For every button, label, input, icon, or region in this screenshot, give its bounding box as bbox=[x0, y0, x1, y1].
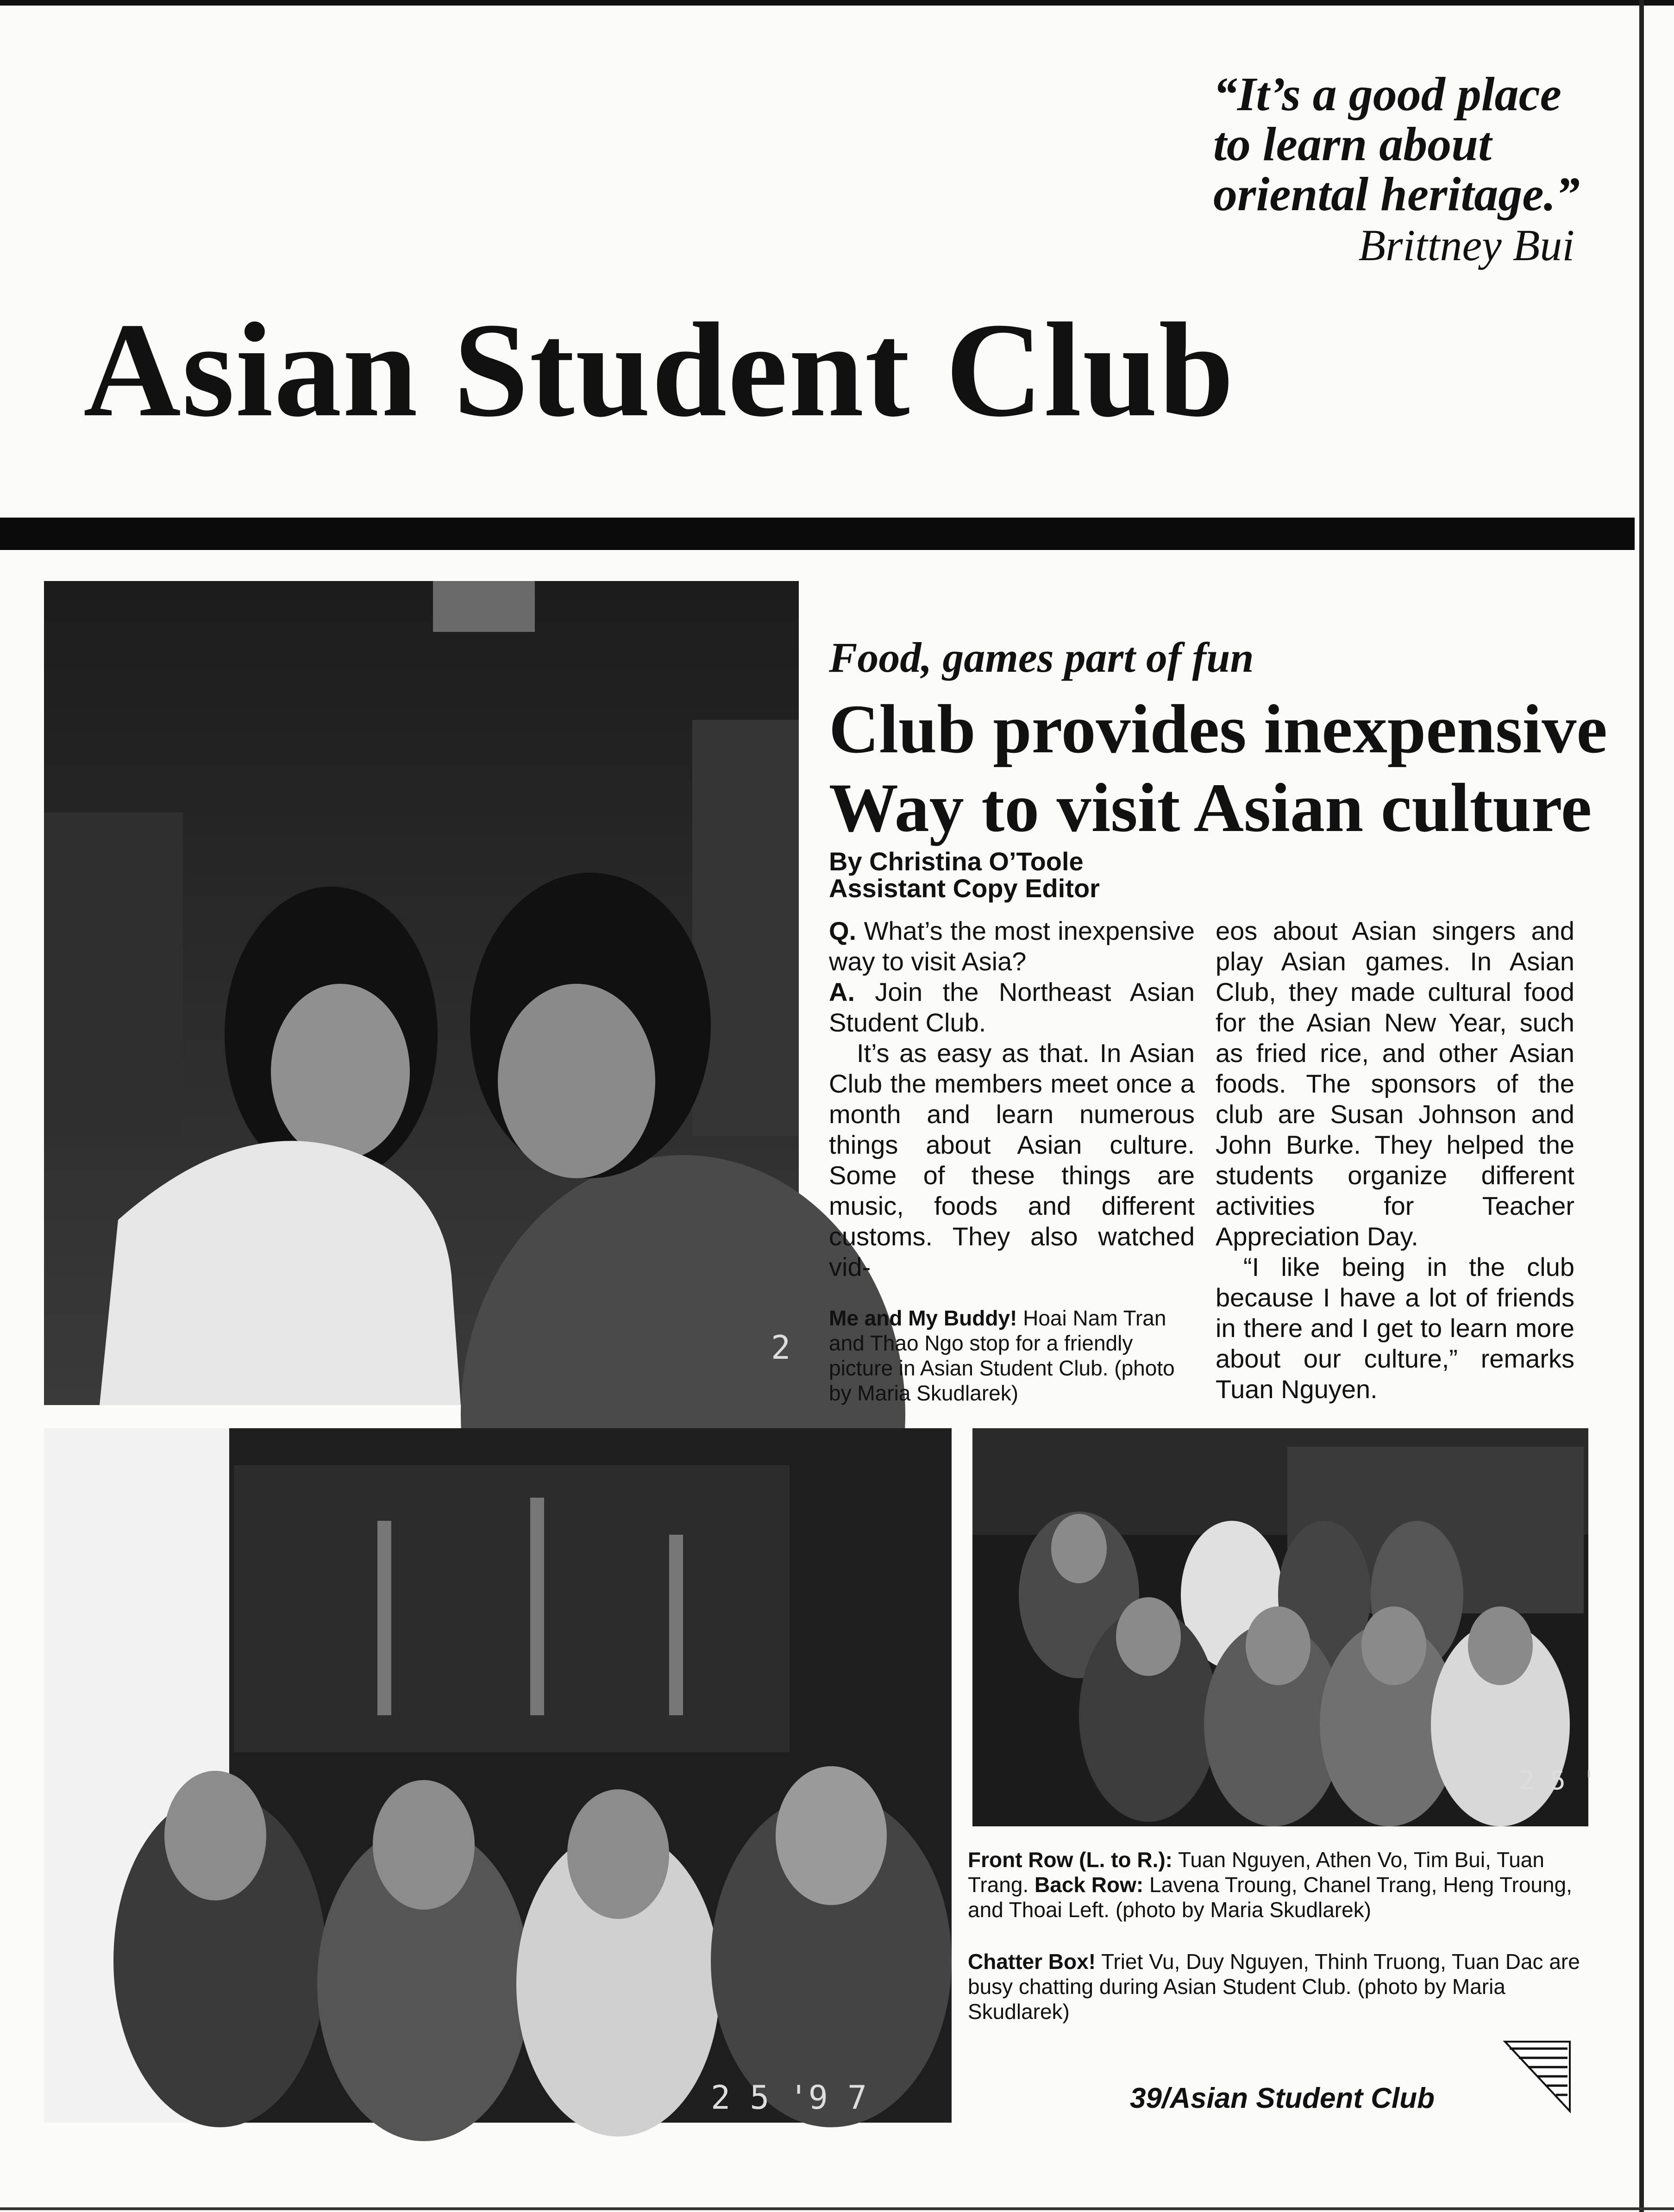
article-paragraph-2: “I like being in the club because I have a lot of friends in there and I get to learn more about our culture,” remarks Tuan Nguyen. bbox=[1216, 1252, 1574, 1404]
caption-chatter-title: Chatter Box! bbox=[968, 1950, 1096, 1974]
question-text: What’s the most inexpensive way to visit Asia? bbox=[829, 916, 1195, 976]
photo-group bbox=[972, 1428, 1597, 1826]
caption-buddies-text: Hoai Nam Tran and Thao Ngo stop for a friendly picture in Asian Student Club. (photo by Maria Skudlarek) bbox=[829, 1306, 1175, 1405]
caption-chatter-text: Triet Vu, Duy Nguyen, Thinh Truong, Tuan Dac are busy chatting during Asian Student Club. (photo by Maria Skudlarek) bbox=[968, 1950, 1580, 2024]
bottom-rule bbox=[0, 2207, 1674, 2210]
article-paragraph-1-cont: eos about Asian singers and play Asian games. In Asian Club, they made cultural food for the Asian New Year, such as fried rice, and other Asian foods. The sponsors of the club are Susan Johnson and John Burke. They helped the students organize different activities for Teacher Appreciation Day. bbox=[1216, 916, 1574, 1251]
photo-chatter-box bbox=[44, 1428, 952, 2123]
pull-quote-attribution: Brittney Bui bbox=[1358, 220, 1574, 270]
photo-buddies bbox=[44, 581, 799, 1405]
title-rule bbox=[0, 518, 1635, 550]
article-headline: Club provides inexpensive Way to visit Asian culture bbox=[829, 691, 1607, 846]
question-label: Q. bbox=[829, 916, 857, 945]
photo-date-stamp: 2 5 '9 7 bbox=[711, 2079, 867, 2117]
page-title: Asian Student Club bbox=[83, 295, 1235, 445]
caption-back-row-title: Back Row: bbox=[1034, 1873, 1144, 1897]
top-rule bbox=[0, 0, 1674, 6]
answer-text: Join the Northeast Asian Student Club. bbox=[829, 977, 1195, 1037]
caption-group bbox=[968, 1847, 1584, 1922]
yearbook-logo-icon bbox=[1505, 2037, 1570, 2116]
caption-chatter-box bbox=[968, 1949, 1584, 2024]
byline-role: Assistant Copy Editor bbox=[829, 874, 1100, 903]
photo-date-stamp: 2 5 ' bbox=[1519, 1766, 1597, 1796]
page-folio: 39/Asian Student Club bbox=[1130, 2082, 1435, 2114]
caption-buddies-title: Me and My Buddy! bbox=[829, 1306, 1017, 1330]
caption-front-row-title: Front Row (L. to R.): bbox=[968, 1848, 1172, 1872]
caption-buddies bbox=[829, 1306, 1195, 1406]
article-column-2 bbox=[1216, 916, 1574, 1405]
caption-back-row-text: Lavena Troung, Chanel Trang, Heng Troung, and Thoai Left. (photo by Maria Skudlarek) bbox=[968, 1873, 1572, 1922]
byline-author: By Christina O’Toole bbox=[829, 847, 1084, 876]
answer-label: A. bbox=[829, 977, 855, 1006]
article-paragraph-1: It’s as easy as that. In Asian Club the members meet once a month and learn numerous things about Asian culture. Some of these things are music, foods and different customs. They also watched vid- bbox=[829, 1038, 1195, 1281]
article-kicker: Food, games part of fun bbox=[829, 634, 1254, 681]
article-byline bbox=[829, 848, 1246, 902]
pull-quote: “It’s a good place to learn about oriental heritage.” bbox=[1213, 68, 1580, 221]
caption-front-row-text: Tuan Nguyen, Athen Vo, Tim Bui, Tuan Trang. bbox=[968, 1848, 1544, 1897]
photo-date-stamp: 2 bbox=[771, 1329, 791, 1367]
right-edge-rule bbox=[1639, 0, 1644, 2212]
article-column-1 bbox=[829, 916, 1195, 1282]
